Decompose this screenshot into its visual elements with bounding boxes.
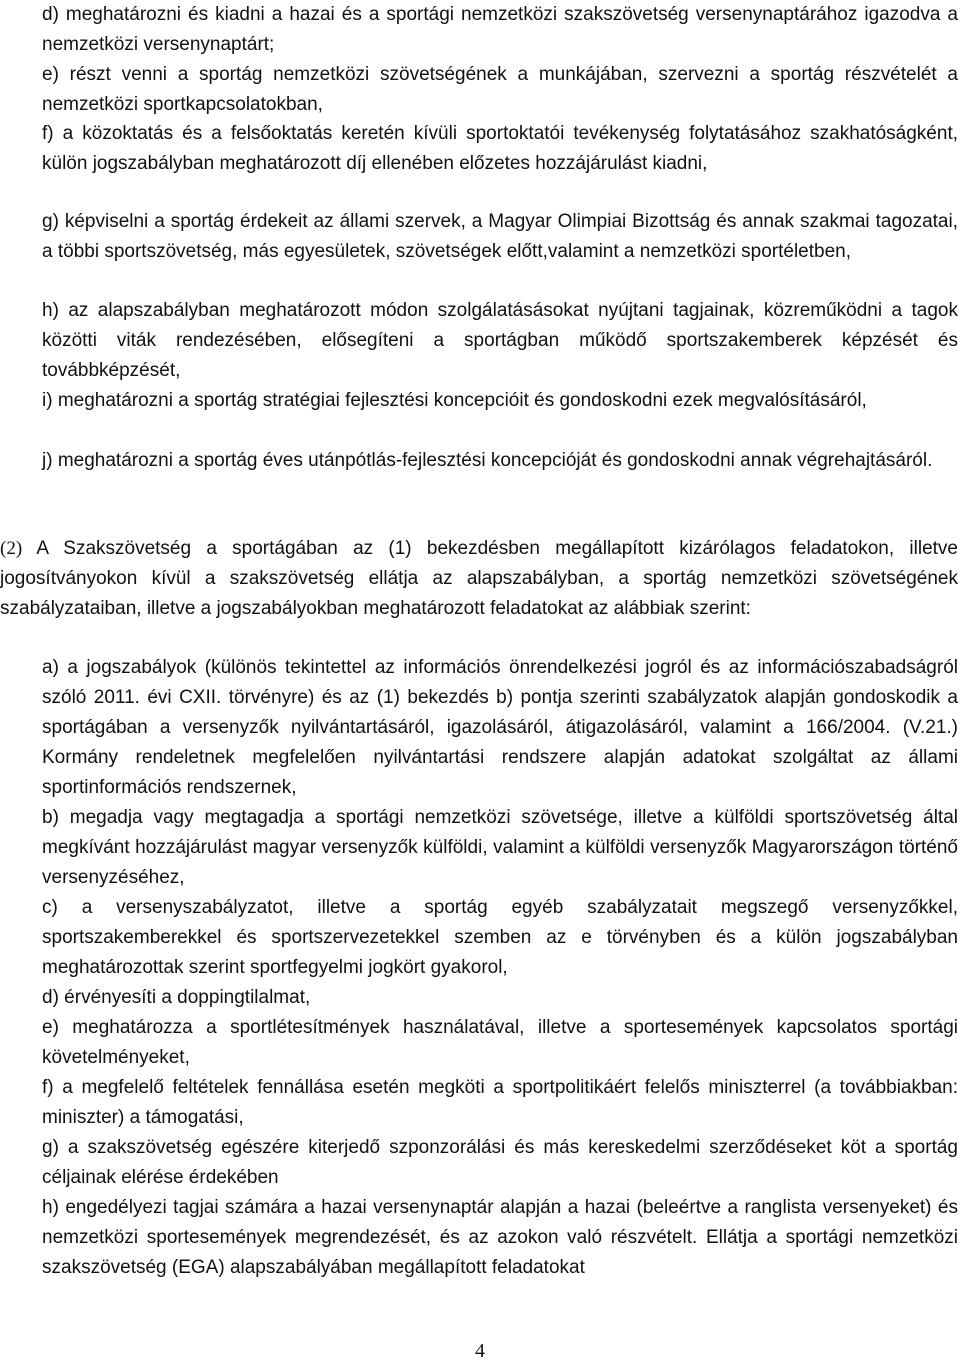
list-item-d2: d) érvényesíti a doppingtilalmat,: [42, 987, 311, 1008]
list-item-f2: f) a megfelelő feltételek fennállása esetén megköti a sportpolitikáért felelős miniszterrel (a továbbiakban: miniszter) a támogatási,: [42, 1077, 958, 1128]
list-item-g2: g) a szakszövetség egészére kiterjedő szponzorálási és más kereskedelmi szerződéseket köt a sportág céljainak elérése érdekében: [42, 1137, 958, 1188]
list-item-d: d) meghatározni és kiadni a hazai és a sportági nemzetközi szakszövetség versenynaptárához igazodva a nemzetközi versenynaptárt;: [42, 4, 958, 55]
list-item-j: j) meghatározni a sportág éves utánpótlás-fejlesztési koncepcióját és gondoskodni annak végrehajtásáról.: [42, 450, 933, 471]
list-item-a: a) a jogszabályok (különös tekintettel az információs önrendelkezési jogról és az információszabadságról szóló 2011. évi CXII. törvényre) és az (1) bekezdés b) pontja szerinti szabályzatok alapján gondoskodik a sportágában a versenyzők nyilvántartásáról, igazolásáról, átigazolásáról, valamint a 166/2004. (V.21.) Kormány rendeletnek megfelelően nyilvántartási rendszere alapján adatokat szolgáltat az állami sportinformációs rendszernek,: [42, 657, 958, 798]
list-item-g: g) képviselni a sportág érdekeit az állami szervek, a Magyar Olimpiai Bizottság és annak szakmai tagozatai, a többi sportszövetség, más egyesületek, szövetségek előtt,valamint a nemzetközi sportéletben,: [42, 211, 958, 262]
section-2-paragraph: [0, 534, 958, 624]
list-item-b: b) megadja vagy megtagadja a sportági nemzetközi szövetsége, illetve a külföldi sportszövetség által megkívánt hozzájárulást magyar versenyzők külföldi, valamint a külföldi versenyzők Magyarországon történő versenyzéséhez,: [42, 807, 958, 888]
list-item-h: h) az alapszabályban meghatározott módon szolgálatásásokat nyújtani tagjainak, közreműködni a tagok közötti viták rendezésében, elősegíteni a sportágban működő sportszakemberek képzését és továbbképzését,: [42, 300, 958, 381]
list-item-f: f) a közoktatás és a felsőoktatás keretén kívüli sportoktatói tevékenység folytatásához szakhatóságként, külön jogszabályban meghatározott díj ellenében előzetes hozzájárulást kiadni,: [42, 123, 958, 174]
page-number: 4: [475, 1340, 485, 1362]
list-item-e2: e) meghatározza a sportlétesítmények használatával, illetve a sportesemények kapcsolatos sportági követelményeket,: [42, 1017, 958, 1068]
list-item-i: i) meghatározni a sportág stratégiai fejlesztési koncepcióit és gondoskodni ezek megvalósításáról,: [42, 390, 867, 411]
list-item-h2: h) engedélyezi tagjai számára a hazai versenynaptár alapján a hazai (beleértve a ranglista versenyeket) és nemzetközi sportesemények megrendezését, és az azokon való részvételt. Ellátja a sportági nemzetközi szakszövetség (EGA) alapszabályában megállapított feladatokat: [42, 1197, 958, 1278]
list-item-e: e) részt venni a sportág nemzetközi szövetségének a munkájában, szervezni a sportág részvételét a nemzetközi sportkapcsolatokban,: [42, 64, 958, 115]
section-number: (2): [0, 538, 23, 559]
section-text: A Szakszövetség a sportágában az (1) bekezdésben megállapított kizárólagos feladatokon, illetve jogosítványokon kívül a szakszövetség ellátja az alapszabályban, a sportág nemzetközi szövetségének szabályzataiban, illetve a jogszabályokban meghatározott feladatokat az alábbiak szerint:: [0, 538, 958, 619]
list-item-c: c) a versenyszabályzatot, illetve a sportág egyéb szabályzatait megszegő versenyzőkkel, sportszakemberekkel és sportszervezetekkel szemben az e törvényben és a külön jogszabályban meghatározottak szerint sportfegyelmi jogkört gyakorol,: [42, 897, 958, 978]
